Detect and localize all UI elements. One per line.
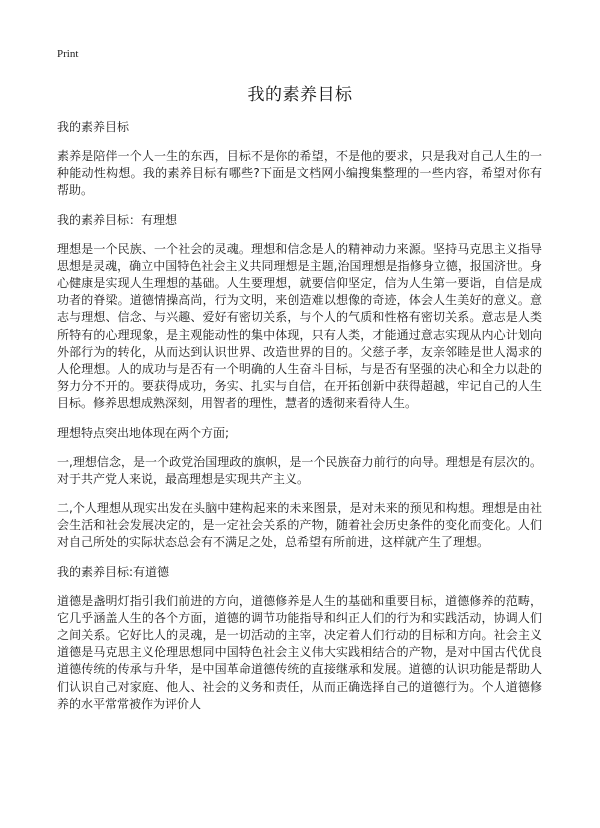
page-title: 我的素养目标: [247, 85, 353, 105]
print-link[interactable]: Print: [57, 48, 79, 60]
section-heading: 我的素养目标：有理想: [57, 212, 178, 227]
paragraph: 素养是陪伴一个人一生的东西，目标不是你的希望，不是他的要求，只是我对自己人生的一种能动性构想。我的素养目标有哪些?下面是文档网小编搜集整理的一些内容，希望对你有帮助。: [57, 149, 542, 198]
document-body: [57, 119, 542, 725]
section-heading: 理想特点突出地体现在两个方面;: [57, 425, 230, 440]
paragraph: 理想是一个民族、一个社会的灵魂。理想和信念是人的精神动力来源。坚持马克思主义指导思想是灵魂，确立中国特色社会主义共同理想是主题,治国理想是指修身立德，报国济世。身心健康是实现人生理想的基础。人生要理想，就要信仰坚定，信为人生第一要诣，自信是成功者的脊梁。道德情操高尚，行为文明，来创造难以想像的奇迹，体会人生美好的意义。意志与理想、信念、与兴趣、爱好有密切关系，与个人的气质和性格有密切关系。意志是人类所特有的心理现象，是主观能动性的集中体现，只有人类，才能通过意志实现从内心计划向外部行为的转化，从而达到认识世界、改造世界的目的。父慈子孝，友亲邻睦是世人渴求的人伦理想。人的成功与是否有一个明确的人生奋斗目标，与是否有坚强的决心和全力以赴的努力分不开的。要获得成功，务实、扎实与自信，在开拓创新中获得超越，牢记自己的人生目标。修养思想成熟深刻，用智者的理性，慧者的透彻来看待人生。: [57, 241, 542, 411]
section-heading: 我的素养目标: [57, 120, 130, 134]
paragraph: 二,个人理想从现实出发在头脑中建构起来的未来图景，是对未来的预见和构想。理想是由社会生活和社会发展决定的，是一定社会关系的产物，随着社会历史条件的变化而变化。人们对自己所处的实际状态总会有不满足之处，总希望有所前进，这样就产生了理想。: [57, 501, 542, 550]
section-heading: 我的素养目标:有道德: [57, 564, 170, 579]
paragraph: 一,理想信念，是一个政党治国理政的旗帜，是一个民族奋力前行的向导。理想是有层次的。对于共产党人来说，最高理想是实现共产主义。: [57, 454, 542, 486]
paragraph: 道德是盏明灯指引我们前进的方向，道德修养是人生的基础和重要目标，道德修养的范畴，它几乎涵盖人生的各个方面，道德的调节功能指导和纠正人们的行为和实践活动，协调人们之间关系。它好比人的灵魂，是一切活动的主宰，决定着人们行动的目标和方向。社会主义道德是马克思主义伦理思想同中国特色社会主义伟大实践相结合的产物，是对中国古代优良道德传统的传承与升华，是中国革命道德传统的直接继承和发展。道德的认识功能是帮助人们认识自己对家庭、他人、社会的义务和责任，从而正确选择自己的道德行为。个人道德修养的水平常常被作为评价人: [57, 593, 542, 711]
